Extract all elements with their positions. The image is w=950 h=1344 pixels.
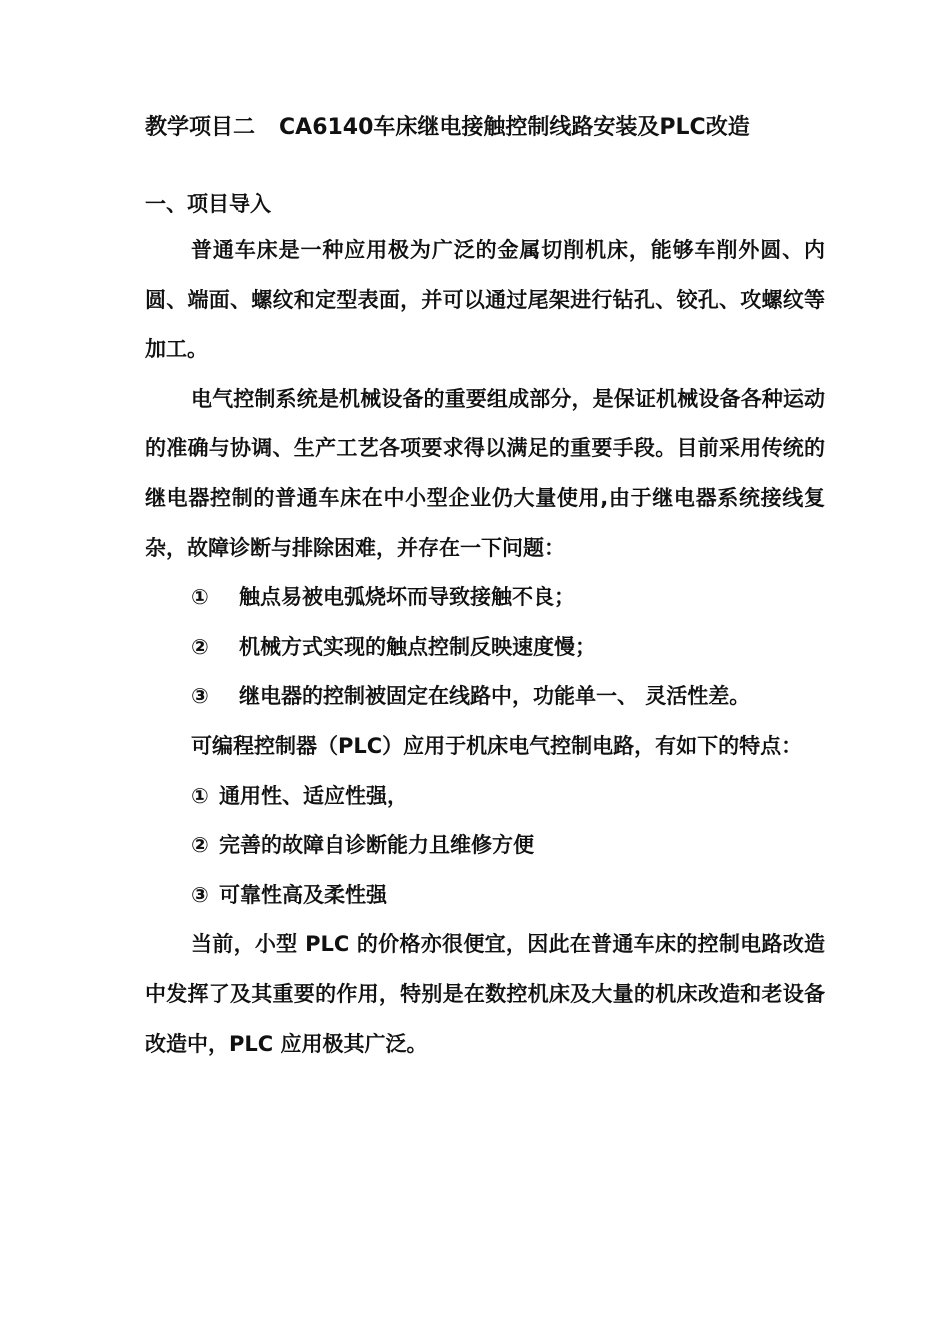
section-heading: 一、项目导入 [145,192,271,216]
problem-number: ① [191,585,209,610]
problem-number: ③ [191,684,209,709]
problem-item [145,672,825,722]
paragraph-plc-features: 可编程控制器（PLC）应用于机床电气控制电路，有如下的特点： [191,733,803,758]
feature-text: 通用性、适应性强， [219,783,408,808]
feature-number: ① [191,783,209,808]
paragraph-electrical-control: 电气控制系统是机械设备的重要组成部分，是保证机械设备各种运动的准确与协调、生产工艺各项要求得以满足的重要手段。目前采用传统的继电器控制的普通车床在中小型企业仍大量使用,由于继电器系统接线复杂，故障诊断与排除困难，并存在一下问题： [145,386,825,560]
problem-text: 触点易被电弧烧坏而导致接触不良； [239,585,575,610]
paragraph-lathe-intro: 普通车床是一种应用极为广泛的金属切削机床，能够车削外圆、内圆、端面、螺纹和定型表面，并可以通过尾架进行钻孔、铰孔、攻螺纹等加工。 [145,238,825,362]
document-title [145,110,750,146]
title-project-name: CA6140车床继电接触控制线路安装及PLC改造 [279,115,750,140]
problem-text: 继电器的控制被固定在线路中，功能单一、 灵活性差。 [239,684,751,709]
problem-item [145,573,825,623]
feature-item [145,772,825,822]
feature-text: 完善的故障自诊断能力且维修方便 [219,833,534,858]
feature-number: ③ [191,882,209,907]
problem-text: 机械方式实现的触点控制反映速度慢； [239,634,596,659]
title-project-label: 教学项目二 [145,115,256,140]
feature-item [145,871,825,921]
problem-item [145,623,825,673]
section-body [145,226,825,1069]
feature-number: ② [191,833,209,858]
feature-item [145,821,825,871]
paragraph-plc-price: 当前，小型 PLC 的价格亦很便宜，因此在普通车床的控制电路改造中发挥了及其重要的作用，特别是在数控机床及大量的机床改造和老设备改造中，PLC 应用极其广泛。 [145,932,825,1056]
feature-text: 可靠性高及柔性强 [219,882,387,907]
problem-number: ② [191,634,209,659]
